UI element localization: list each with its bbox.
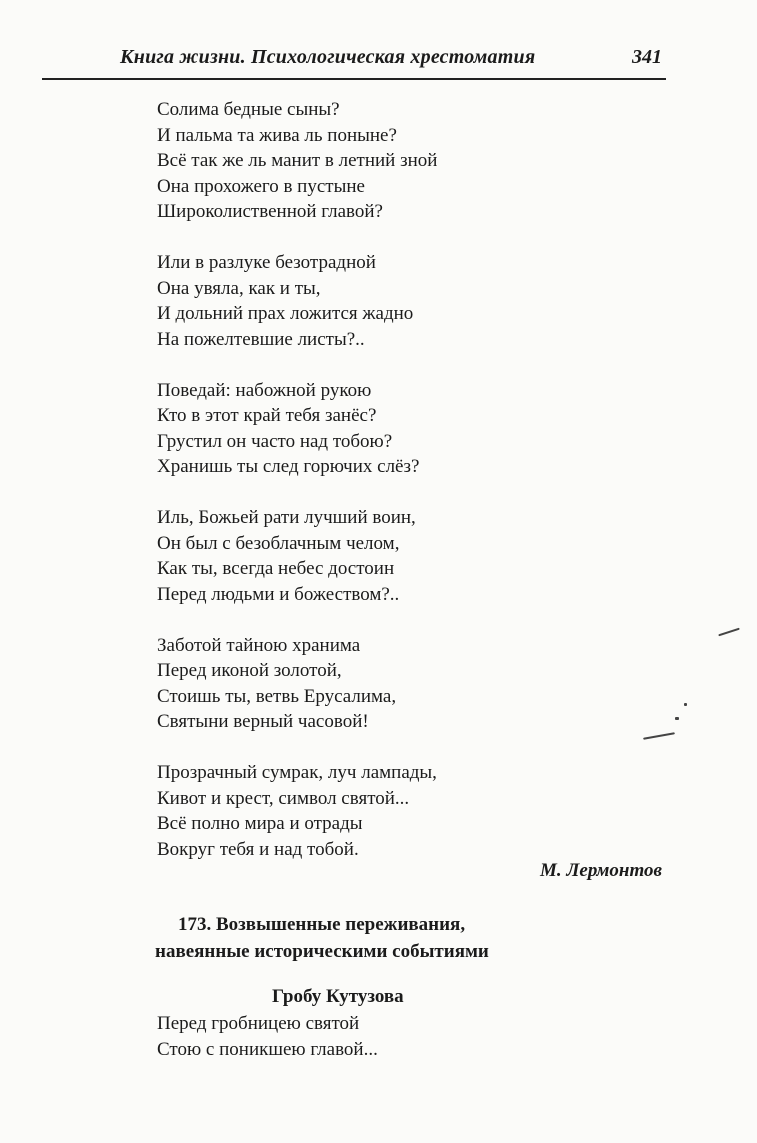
section-heading xyxy=(155,911,655,965)
running-header xyxy=(42,38,666,80)
stanza xyxy=(157,760,677,862)
poem-line: Заботой тайною хранима xyxy=(157,634,361,656)
poem-line: Солима бедные сыны? xyxy=(157,99,340,120)
scan-speck xyxy=(675,717,679,720)
poem-line: Или в разлуке безотрадной xyxy=(157,252,376,273)
poem-line: Святыни верный часовой! xyxy=(157,711,369,732)
poem-line: Иль, Божьей рати лучший воин, xyxy=(157,507,416,528)
poem-line: Хранишь ты след горючих слёз? xyxy=(157,456,420,477)
poem-line: На пожелтевшие листы?.. xyxy=(157,328,365,350)
poem-line: Поведай: набожной рукою xyxy=(157,379,372,401)
scan-speck xyxy=(718,628,740,637)
section-heading-line: навеянные историческими событиями xyxy=(155,941,489,962)
stanza xyxy=(157,250,677,352)
poem-line: Стоишь ты, ветвь Ерусалима, xyxy=(157,685,397,707)
poem-line: Грустил он часто над тобою? xyxy=(157,430,393,452)
poem-line: Перед людьми и божеством?.. xyxy=(157,583,400,605)
poem-line: Стою с поникшею главой... xyxy=(157,1038,378,1060)
stanza xyxy=(157,378,677,480)
poem-line: Всё полно мира и отрады xyxy=(157,813,363,834)
running-title: Книга жизни. Психологическая хрестоматия xyxy=(120,46,536,68)
poem-line: Он был с безоблачным челом, xyxy=(157,532,400,554)
poem-line: Вокруг тебя и над тобой. xyxy=(157,838,359,860)
section-heading-line: 173. Возвышенные переживания, xyxy=(178,914,466,935)
poem-line: Перед гробницею святой xyxy=(157,1013,360,1034)
poem-line: Перед иконой золотой, xyxy=(157,660,342,681)
poem-body xyxy=(157,1011,378,1062)
poem-line: Широколиственной главой? xyxy=(157,201,383,222)
poem-line: И дольний прах ложится жадно xyxy=(157,303,414,324)
poem-line: Кто в этот край тебя занёс? xyxy=(157,405,377,426)
poem-line: Как ты, всегда небес достоин xyxy=(157,558,395,579)
poem-line: И пальма та жива ль поныне? xyxy=(157,124,397,146)
poem-line: Кивот и крест, символ святой... xyxy=(157,787,410,809)
poem-body xyxy=(157,97,677,862)
poem-author: М. Лермонтов xyxy=(540,860,662,881)
scan-speck xyxy=(684,703,687,706)
poem-line: Прозрачный сумрак, луч лампады, xyxy=(157,762,437,783)
stanza xyxy=(157,633,677,735)
poem-line: Всё так же ль манит в летний зной xyxy=(157,150,438,171)
poem-line: Она прохожего в пустыне xyxy=(157,175,365,197)
poem-title: Гробу Кутузова xyxy=(272,986,404,1007)
poem-line: Она увяла, как и ты, xyxy=(157,277,321,299)
page-number: 341 xyxy=(632,46,662,68)
stanza xyxy=(157,505,677,607)
stanza xyxy=(157,97,677,225)
